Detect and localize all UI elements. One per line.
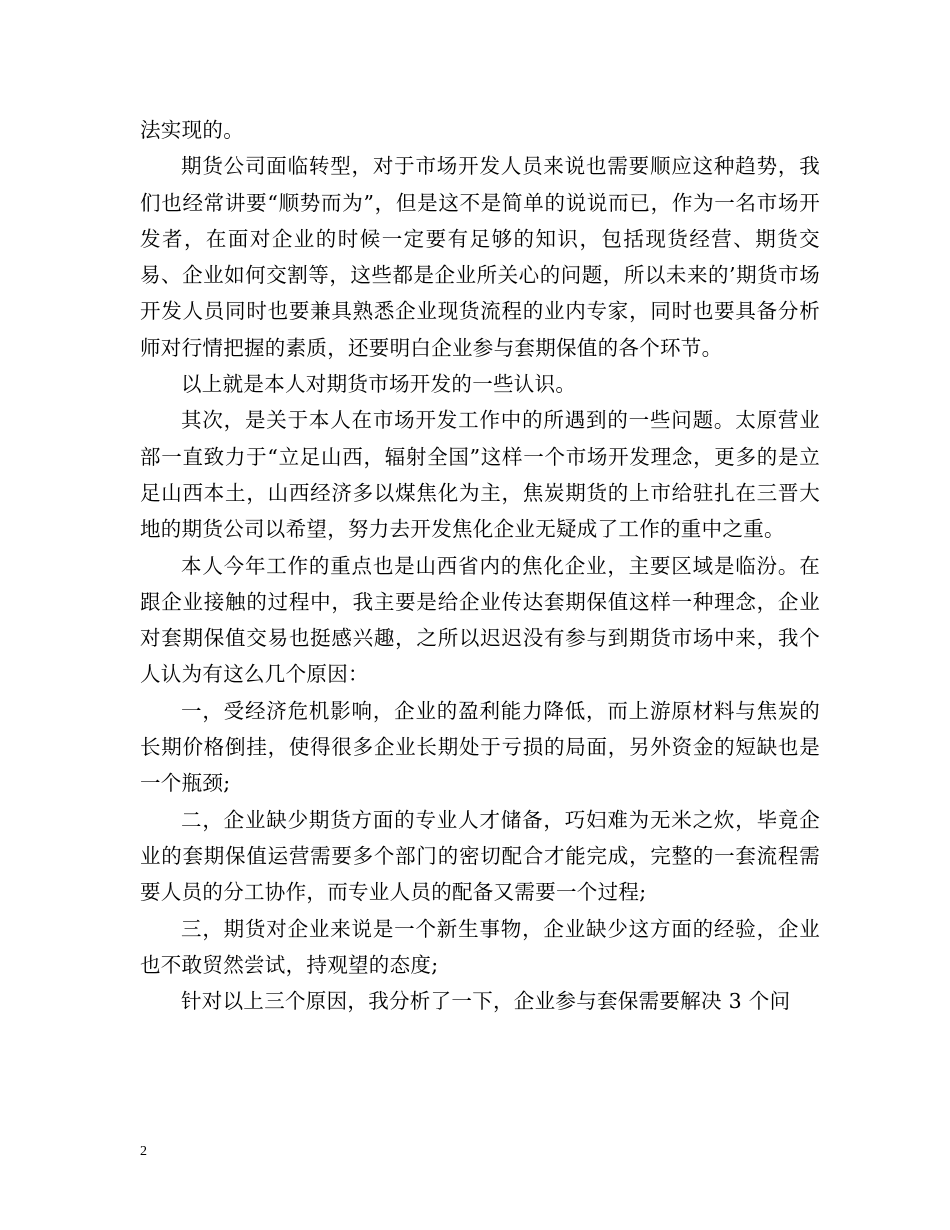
paragraph-3: 以上就是本人对期货市场开发的一些认识。 (181, 372, 577, 397)
paragraph-8: 三，期货对企业来说是一个新生事物，企业缺少这方面的经验，企业也不敢贸然尝试，持观望的态度; (140, 916, 820, 977)
paragraph-5: 本人今年工作的重点也是山西省内的焦化企业，主要区域是临汾。在跟企业接触的过程中，我主要是给企业传达套期保值这样一种理念，企业对套期保值交易也挺感兴趣，之所以迟迟没有参与到期货市场中来，我个人认为有这么几个原因： (140, 553, 820, 687)
paragraph-1: 法实现的。 (140, 118, 244, 142)
paragraph-6: 一，受经济危机影响，企业的盈利能力降低，而上游原材料与焦炭的长期价格倒挂，使得很多企业长期处于亏损的局面，另外资金的短缺也是一个瓶颈; (140, 698, 820, 796)
paragraph-7: 二，企业缺少期货方面的专业人才储备，巧妇难为无米之炊，毕竟企业的套期保值运营需要多个部门的密切配合才能完成，完整的一套流程需要人员的分工协作，而专业人员的配备又需要一个过程; (140, 807, 820, 905)
paragraph-9: 针对以上三个原因，我分析了一下，企业参与套保需要解决 3 个问 (181, 989, 791, 1014)
page-number: 2 (140, 1144, 147, 1159)
paragraph-2: 期货公司面临转型，对于市场开发人员来说也需要顺应这种趋势，我们也经常讲要“顺势而为”，但是这不是简单的说说而已，作为一名市场开发者，在面对企业的时候一定要有足够的知识，包括现货经营、期货交易、企业如何交割等，这些都是企业所关心的问题，所以未来的’期货市场开发人员同时也要兼具熟悉企业现货流程的业内专家，同时也要具备分析师对行情把握的素质，还要明白企业参与套期保值的各个环节。 (140, 154, 820, 360)
document-body (140, 112, 820, 1019)
paragraph-4: 其次，是关于本人在市场开发工作中的所遇到的一些问题。太原营业部一直致力于“立足山西，辐射全国”这样一个市场开发理念，更多的是立足山西本土，山西经济多以煤焦化为主，焦炭期货的上市给驻扎在三晋大地的期货公司以希望，努力去开发焦化企业无疑成了工作的重中之重。 (140, 408, 820, 542)
